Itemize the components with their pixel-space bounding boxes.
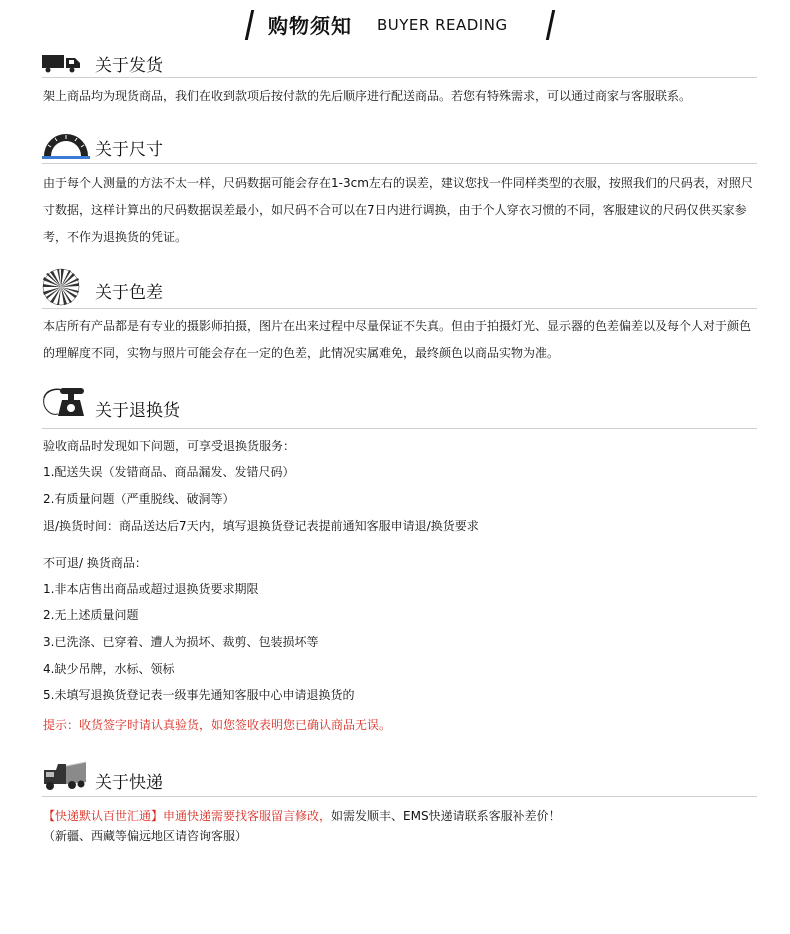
divider: [42, 308, 757, 309]
nonreturn-line: 2.无上述质量问题: [43, 608, 139, 622]
express-text: [43, 807, 561, 824]
express-black-text: 如需发顺丰、EMS快递请联系客服补差价！: [331, 809, 561, 823]
returns-line: 1.配送失误（发错商品、商品漏发、发错尺码）: [43, 465, 295, 479]
size-text: 由于每个人测量的方法不太一样，尺码数据可能会存在1-3cm左右的误差，建议您找一件同样类型的衣服，按照我们的尺码表，对照尺寸数据，这样计算出的尺码数据误差最小，如尺码不合可以在7日内进行调换，由于个人穿衣习惯的不同，客服建议的尺码仅供买家参考，不作为退换货的凭证。: [43, 176, 753, 244]
divider: [42, 796, 757, 797]
section-title-size: 关于尺寸: [95, 140, 163, 160]
divider: [42, 163, 757, 164]
page-header: [0, 8, 790, 42]
telephone-icon: [42, 384, 88, 426]
nonreturn-line: 5.未填写退换货登记表一级事先通知客服中心申请退换货的: [43, 688, 355, 702]
section-title-color: 关于色差: [95, 283, 163, 303]
nonreturn-line: 不可退/ 换货商品：: [43, 556, 147, 570]
delivery-truck-icon: [42, 53, 82, 77]
cargo-truck-icon: [42, 760, 88, 796]
color-text: 本店所有产品都是有专业的摄影师拍摄，图片在出来过程中尽量保证不失真。但由于拍摄灯光、显示器的色差偏差以及每个人对于颜色的理解度不同，实物与照片可能会存在一定的色差，此情况实属难免，最终颜色以商品实物为准。: [43, 319, 752, 360]
divider: [42, 77, 757, 78]
divider: [42, 428, 757, 429]
returns-line: 2.有质量问题（严重脱线、破洞等）: [43, 492, 235, 506]
ruler-protractor-icon: [42, 130, 90, 164]
shipping-text: 架上商品均为现货商品，我们在收到款项后按付款的先后顺序进行配送商品。若您有特殊需求，可以通过商家与客服联系。: [43, 89, 692, 103]
nonreturn-line: 1.非本店售出商品或超过退换货要求期限: [43, 582, 259, 596]
nonreturn-line: 3.已洗涤、已穿着、遭人为损坏、裁剪、包装损坏等: [43, 635, 319, 649]
color-wheel-icon: [42, 268, 80, 310]
returns-line: 退/换货时间：商品送达后7天内，填写退换货登记表提前通知客服申请退/换货要求: [43, 519, 479, 533]
header-title-en: BUYER READING: [377, 16, 508, 34]
header-right-slash: [546, 10, 555, 40]
returns-line: 验收商品时发现如下问题，可享受退换货服务：: [43, 439, 296, 453]
nonreturn-line: 4.缺少吊牌，水标、领标: [43, 662, 175, 676]
express-red-text: 【快递默认百世汇通】申通快递需要找客服留言修改，: [43, 809, 332, 823]
section-title-express: 关于快递: [95, 773, 163, 793]
header-title-cn: 购物须知: [268, 14, 352, 38]
header-left-slash: [245, 10, 254, 40]
express-note: （新疆、西藏等偏远地区请咨询客服）: [43, 829, 248, 843]
section-title-shipping: 关于发货: [95, 56, 163, 76]
returns-tip: 提示：收货签字时请认真验货，如您签收表明您已确认商品无误。: [43, 718, 392, 732]
section-title-returns: 关于退换货: [95, 401, 180, 421]
